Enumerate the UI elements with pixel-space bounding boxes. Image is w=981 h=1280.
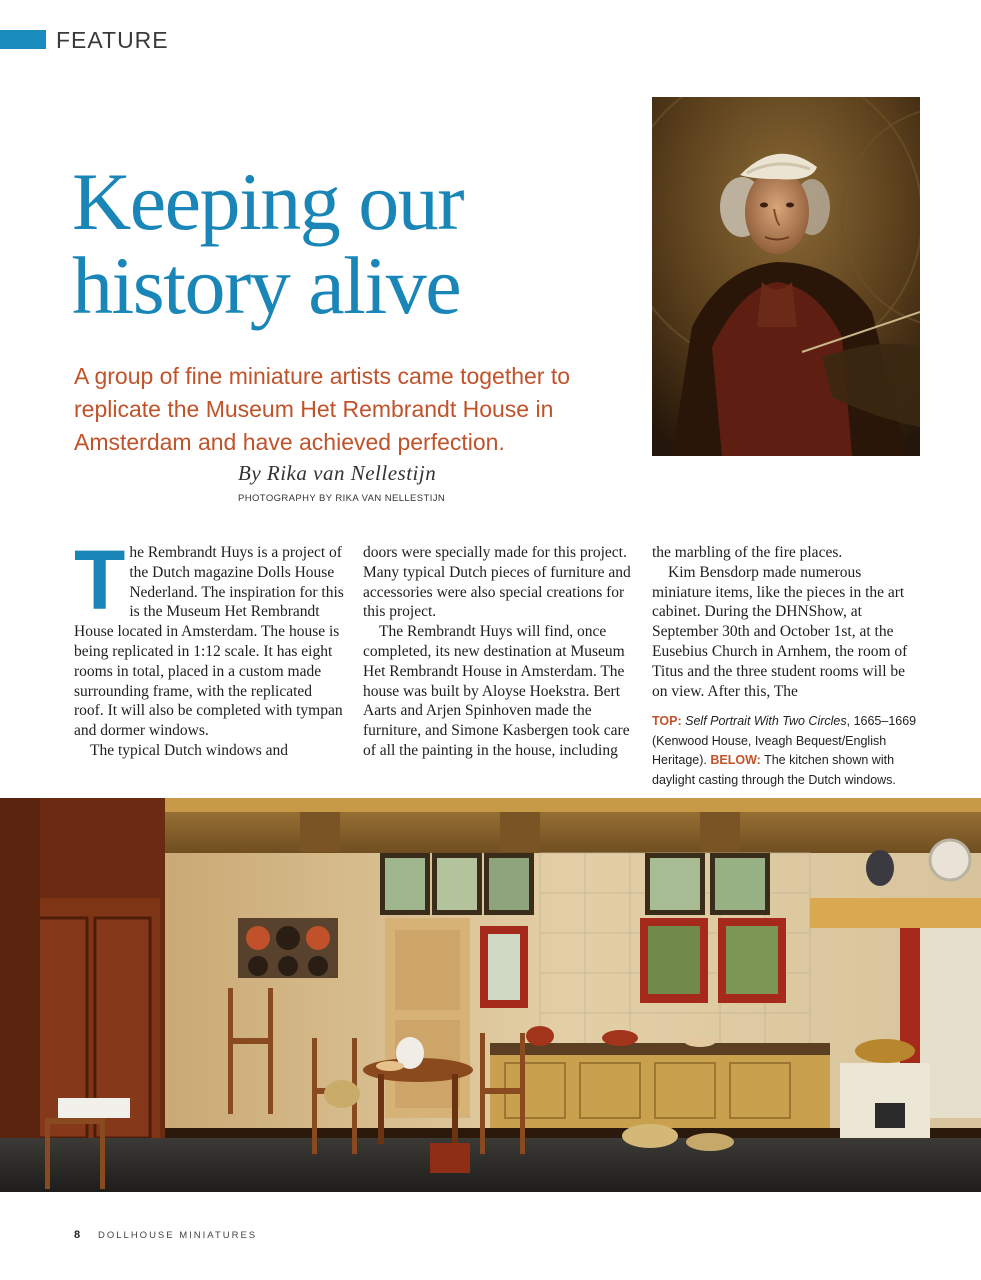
- portrait-image: [652, 97, 920, 456]
- caption-top-label: TOP:: [652, 714, 682, 728]
- portrait-painting: [652, 97, 920, 456]
- title-line-2: history alive: [72, 240, 461, 331]
- body-column-1: [74, 533, 344, 761]
- col1-paragraph-1: he Rembrandt Huys is a project of the Dutch magazine Dolls House Nederland. The inspiration for this is the Museum Het Rembrandt House located in Amsterdam. The house is being replicated in 1:12 scale. It has eight rooms in total, placed in a custom made surrounding frame, with the replicated roof. It will also be completed with tympan and dormer windows.: [74, 544, 344, 740]
- col2-paragraph-1: doors were specially made for this project. Many typical Dutch pieces of furniture and accessories were also special creations for this project.: [363, 544, 631, 621]
- body-column-2: [363, 543, 633, 761]
- caption-below-label: BELOW:: [710, 753, 761, 767]
- page-number: 8: [74, 1229, 81, 1241]
- kitchen-photo: [0, 798, 981, 1192]
- publication-name: DOLLHOUSE MINIATURES: [98, 1230, 258, 1241]
- col1-paragraph-2: The typical Dutch windows and: [90, 741, 289, 759]
- col3-paragraph-2: Kim Bensdorp made numerous miniature items, like the pieces in the art cabinet. During the DHNShow, at September 30th and October 1st, at the Eusebius Church in Arnhem, the room of Titus and the three student rooms will be on view. After this, The: [652, 563, 908, 700]
- caption-top-title: Self Portrait With Two Circles: [685, 714, 847, 728]
- section-label: FEATURE: [56, 27, 169, 53]
- drop-cap: T: [74, 533, 126, 627]
- col3-paragraph-1: the marbling of the fire places.: [652, 544, 843, 561]
- section-accent-bar: [0, 30, 46, 49]
- byline: By Rika van Nellestijn: [238, 461, 437, 485]
- article-title: [72, 156, 642, 331]
- photo-credit: PHOTOGRAPHY BY RIKA VAN NELLESTIJN: [238, 493, 446, 504]
- title-line-1: Keeping our: [72, 156, 464, 247]
- caption-top-text: , 1665–1669 (Kenwood House, Iveagh Bequest/English Heritage).: [652, 714, 917, 767]
- kitchen-image: [0, 798, 981, 1192]
- caption-below-text: The kitchen shown with daylight casting through the Dutch windows.: [652, 753, 896, 787]
- article-subtitle: A group of fine miniature artists came together to replicate the Museum Het Rembrandt House in Amsterdam and have achieved perfection.: [74, 363, 571, 455]
- photo-caption: [652, 712, 927, 790]
- col2-paragraph-2: The Rembrandt Huys will find, once completed, its new destination at Museum Het Rembrandt House in Amsterdam. The house was built by Aloyse Hoekstra. Bert Aarts and Arjen Spinhoven made the furniture, and Simone Kasbergen took care of all the painting in the house, including: [363, 623, 630, 759]
- body-column-3: [652, 543, 924, 701]
